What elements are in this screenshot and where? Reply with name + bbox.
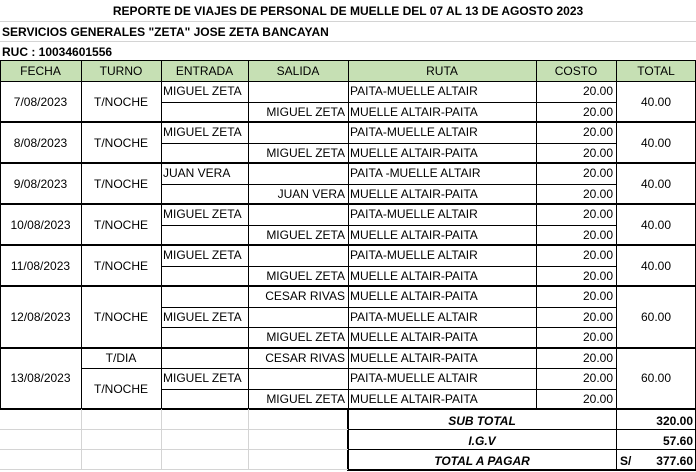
entrada-cell[interactable] (161, 389, 248, 410)
ruta-cell[interactable]: MUELLE ALTAIR-PAITA (350, 391, 478, 406)
ruta-cell[interactable]: PAITA-MUELLE ALTAIR (350, 125, 478, 140)
ruta-cell[interactable]: MUELLE ALTAIR-PAITA (350, 104, 478, 119)
ruta-cell[interactable]: PAITA-MUELLE ALTAIR (350, 309, 478, 324)
total-pagar-value[interactable]: 377.60 (656, 454, 693, 468)
grid-line (0, 449, 348, 450)
total-cell[interactable]: 40.00 (640, 217, 672, 232)
salida-cell[interactable] (248, 245, 348, 266)
entrada-cell[interactable]: MIGUEL ZETA (163, 309, 242, 324)
costo-cell[interactable]: 20.00 (582, 289, 613, 304)
grid-line (0, 429, 348, 430)
fecha-cell[interactable]: 13/08/2023 (10, 371, 71, 386)
costo-cell[interactable]: 20.00 (582, 371, 613, 386)
turno-cell[interactable]: T/NOCHE (94, 217, 148, 232)
entrada-cell[interactable] (161, 286, 248, 307)
total-pagar-currency[interactable]: S/ (620, 454, 632, 468)
ruta-cell[interactable]: PAITA-MUELLE ALTAIR (350, 84, 478, 99)
salida-cell[interactable] (248, 368, 348, 389)
turno-cell[interactable]: T/NOCHE (94, 258, 148, 273)
entrada-cell[interactable] (161, 327, 248, 348)
ruta-cell[interactable]: PAITA -MUELLE ALTAIR (350, 166, 481, 181)
total-cell[interactable]: 60.00 (640, 371, 672, 386)
salida-cell[interactable] (248, 81, 348, 102)
subtotal-value[interactable]: 320.00 (656, 414, 693, 428)
report-title[interactable]: REPORTE DE VIAJES DE PERSONAL DE MUELLE DEL 07 AL 13 DE AGOSTO 2023 (112, 4, 584, 18)
entrada-cell[interactable]: JUAN VERA (163, 166, 231, 181)
salida-cell[interactable]: CESAR RIVAS (265, 350, 345, 365)
total-cell[interactable]: 40.00 (640, 135, 672, 150)
ruta-cell[interactable]: PAITA-MUELLE ALTAIR (350, 248, 478, 263)
entrada-cell[interactable] (161, 266, 248, 287)
entrada-cell[interactable]: MIGUEL ZETA (163, 125, 242, 140)
salida-cell[interactable] (248, 204, 348, 225)
ruta-cell[interactable]: PAITA-MUELLE ALTAIR (350, 371, 478, 386)
costo-cell[interactable]: 20.00 (582, 207, 613, 222)
costo-cell[interactable]: 20.00 (582, 84, 613, 99)
grid-line (81, 409, 82, 470)
ruta-cell[interactable]: MUELLE ALTAIR-PAITA (350, 145, 478, 160)
entrada-cell[interactable]: MIGUEL ZETA (163, 248, 242, 263)
salida-cell[interactable]: MIGUEL ZETA (266, 330, 345, 345)
igv-label[interactable]: I.G.V (468, 434, 496, 448)
fecha-cell[interactable]: 11/08/2023 (10, 258, 71, 273)
igv-value[interactable]: 57.60 (662, 434, 693, 448)
salida-cell[interactable] (248, 163, 348, 184)
header-turno[interactable]: TURNO (81, 61, 161, 81)
fecha-cell[interactable]: 12/08/2023 (10, 309, 71, 324)
entrada-cell[interactable] (161, 225, 248, 246)
salida-cell[interactable]: JUAN VERA (277, 186, 345, 201)
salida-cell[interactable]: MIGUEL ZETA (266, 227, 345, 242)
costo-cell[interactable]: 20.00 (582, 186, 613, 201)
costo-cell[interactable]: 20.00 (582, 125, 613, 140)
ruta-cell[interactable]: MUELLE ALTAIR-PAITA (350, 186, 478, 201)
entrada-cell[interactable] (161, 348, 248, 369)
salida-cell[interactable]: MIGUEL ZETA (266, 391, 345, 406)
grid-line (161, 409, 162, 470)
total-pagar-label[interactable]: TOTAL A PAGAR (434, 454, 530, 468)
header-entrada[interactable]: ENTRADA (161, 61, 248, 81)
ruta-cell[interactable]: MUELLE ALTAIR-PAITA (350, 268, 478, 283)
header-fecha[interactable]: FECHA (0, 61, 81, 81)
costo-cell[interactable]: 20.00 (582, 350, 613, 365)
costo-cell[interactable]: 20.00 (582, 104, 613, 119)
entrada-cell[interactable] (161, 102, 248, 123)
grid-line (0, 469, 348, 470)
turno-cell[interactable]: T/DIA (105, 350, 137, 365)
turno-cell[interactable]: T/NOCHE (94, 176, 148, 191)
costo-cell[interactable]: 20.00 (582, 248, 613, 263)
grid-line (248, 409, 249, 470)
company-name[interactable]: SERVICIOS GENERALES "ZETA" JOSE ZETA BANCAYAN (2, 25, 329, 39)
fecha-cell[interactable]: 10/08/2023 (10, 217, 71, 232)
salida-cell[interactable]: MIGUEL ZETA (266, 104, 345, 119)
fecha-cell[interactable]: 8/08/2023 (13, 135, 68, 150)
total-cell[interactable]: 40.00 (640, 258, 672, 273)
turno-cell[interactable]: T/NOCHE (94, 94, 148, 109)
salida-cell[interactable]: MIGUEL ZETA (266, 145, 345, 160)
ruc-number[interactable]: RUC : 10034601556 (2, 44, 113, 59)
header-ruta[interactable]: RUTA (348, 61, 536, 81)
ruta-cell[interactable]: PAITA-MUELLE ALTAIR (350, 207, 478, 222)
salida-cell[interactable]: CESAR RIVAS (265, 289, 345, 304)
header-costo[interactable]: COSTO (536, 61, 616, 81)
subtotal-label[interactable]: SUB TOTAL (448, 414, 516, 428)
salida-cell[interactable] (248, 122, 348, 143)
ruta-cell[interactable]: MUELLE ALTAIR-PAITA (350, 330, 478, 345)
entrada-cell[interactable]: MIGUEL ZETA (163, 371, 242, 386)
header-total[interactable]: TOTAL (616, 61, 696, 81)
costo-cell[interactable]: 20.00 (582, 227, 613, 242)
ruta-cell[interactable]: MUELLE ALTAIR-PAITA (350, 227, 478, 242)
total-cell[interactable]: 60.00 (640, 309, 672, 324)
entrada-cell[interactable] (161, 184, 248, 205)
turno-cell[interactable]: T/NOCHE (94, 381, 148, 396)
entrada-cell[interactable]: MIGUEL ZETA (163, 207, 242, 222)
total-cell[interactable]: 40.00 (640, 94, 672, 109)
header-salida[interactable]: SALIDA (248, 61, 348, 81)
turno-cell[interactable]: T/NOCHE (94, 309, 148, 324)
fecha-cell[interactable]: 9/08/2023 (13, 176, 68, 191)
ruta-cell[interactable]: MUELLE ALTAIR-PAITA (350, 289, 478, 304)
costo-cell[interactable]: 20.00 (582, 309, 613, 324)
entrada-cell[interactable] (161, 143, 248, 164)
salida-cell[interactable] (248, 307, 348, 328)
entrada-cell[interactable]: MIGUEL ZETA (163, 84, 242, 99)
salida-cell[interactable]: MIGUEL ZETA (266, 268, 345, 283)
turno-cell[interactable]: T/NOCHE (94, 135, 148, 150)
costo-cell[interactable]: 20.00 (582, 166, 613, 181)
costo-cell[interactable]: 20.00 (582, 391, 613, 406)
costo-cell[interactable]: 20.00 (582, 268, 613, 283)
total-cell[interactable]: 40.00 (640, 176, 672, 191)
costo-cell[interactable]: 20.00 (582, 145, 613, 160)
costo-cell[interactable]: 20.00 (582, 330, 613, 345)
fecha-cell[interactable]: 7/08/2023 (13, 94, 68, 109)
ruta-cell[interactable]: MUELLE ALTAIR-PAITA (350, 350, 478, 365)
